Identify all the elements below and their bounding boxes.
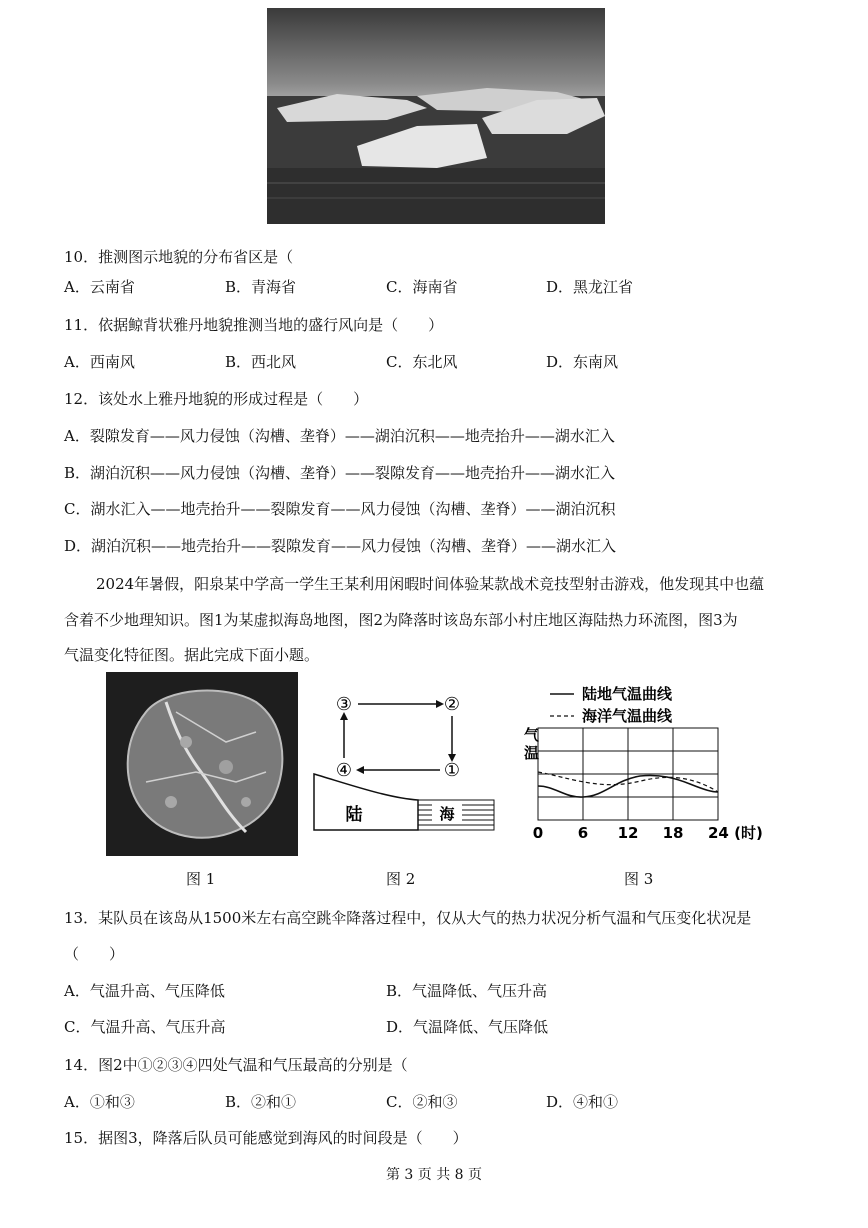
marker-4: ④ xyxy=(335,760,353,781)
intro-line-3: 气温变化特征图。据此完成下面小题。 xyxy=(64,646,320,664)
tick-24: 24 (时) xyxy=(708,824,763,842)
ylabel-char-1: 气 xyxy=(524,726,540,744)
legend-sea: 海洋气温曲线 xyxy=(582,707,673,725)
q13-option-b: B．气温降低、气压升高 xyxy=(386,982,548,1000)
q13-option-c: C．气温升高、气压升高 xyxy=(64,1018,226,1036)
q10-option-b: B．青海省 xyxy=(225,278,297,296)
q11-stem: 11．依据鲸背状雅丹地貌推测当地的盛行风向是（ ） xyxy=(64,316,444,334)
caption-fig2: 图 2 xyxy=(386,870,416,888)
intro-line-1: 2024年暑假，阳泉某中学高一学生王某利用闲暇时间体验某款战术竞技型射击游戏，他发现其中也蕴 xyxy=(96,575,765,593)
tick-12: 12 xyxy=(617,824,639,842)
land-label: 陆 xyxy=(345,805,363,825)
legend-land: 陆地气温曲线 xyxy=(582,685,673,703)
q13-option-a: A．气温升高、气压降低 xyxy=(64,982,225,1000)
q11-option-c: C．东北风 xyxy=(386,353,458,371)
q15-stem: 15．据图3，降落后队员可能感觉到海风的时间段是（ ） xyxy=(64,1129,468,1147)
q14-option-c: C．②和③ xyxy=(386,1093,458,1111)
temperature-figure xyxy=(510,680,770,842)
q11-option-d: D．东南风 xyxy=(546,353,619,371)
q10-option-c: C．海南省 xyxy=(386,278,458,296)
ylabel-char-2: 温 xyxy=(524,744,540,762)
q14-option-b: B．②和① xyxy=(225,1093,297,1111)
page-footer: 第 3 页 共 8 页 xyxy=(385,1167,483,1183)
caption-fig3: 图 3 xyxy=(624,870,654,888)
yardang-photo xyxy=(267,8,605,224)
q12-option-d: D．湖泊沉积——地壳抬升——裂隙发育——风力侵蚀（沟槽、垄脊）——湖水汇入 xyxy=(64,537,617,555)
q13-stem-line-2: （ ） xyxy=(64,945,125,963)
q10-option-a: A．云南省 xyxy=(64,278,135,296)
q14-option-d: D．④和① xyxy=(546,1093,619,1111)
q13-option-d: D．气温降低、气压降低 xyxy=(386,1018,549,1036)
q10-stem: 10．推测图示地貌的分布省区是（ xyxy=(64,248,294,266)
sea-label: 海 xyxy=(439,805,455,823)
q11-option-b: B．西北风 xyxy=(225,353,297,371)
q11-option-a: A．西南风 xyxy=(64,353,135,371)
q12-stem: 12．该处水上雅丹地貌的形成过程是（ ） xyxy=(64,390,369,408)
intro-line-2: 含着不少地理知识。图1为某虚拟海岛地图，图2为降落时该岛东部小村庄地区海陆热力环流图，图3为 xyxy=(64,611,738,629)
q14-stem: 14．图2中①②③④四处气温和气压最高的分别是（ xyxy=(64,1056,408,1074)
marker-1: ① xyxy=(443,760,461,781)
caption-fig1: 图 1 xyxy=(186,870,216,888)
tick-6: 6 xyxy=(577,824,589,842)
q14-option-a: A．①和③ xyxy=(64,1093,135,1111)
q12-option-c: C．湖水汇入——地壳抬升——裂隙发育——风力侵蚀（沟槽、垄脊）——湖泊沉积 xyxy=(64,500,616,518)
q13-stem-line-1: 13．某队员在该岛从1500米左右高空跳伞降落过程中，仅从大气的热力状况分析气温和气压变化状况是 xyxy=(64,909,752,927)
q12-option-a: A．裂隙发育——风力侵蚀（沟槽、垄脊）——湖泊沉积——地壳抬升——湖水汇入 xyxy=(64,427,615,445)
marker-3: ③ xyxy=(335,694,353,715)
marker-2: ② xyxy=(443,694,461,715)
q10-option-d: D．黑龙江省 xyxy=(546,278,634,296)
tick-18: 18 xyxy=(662,824,684,842)
tick-0: 0 xyxy=(532,824,544,842)
circulation-figure xyxy=(308,688,500,840)
q12-option-b: B．湖泊沉积——风力侵蚀（沟槽、垄脊）——裂隙发育——地壳抬升——湖水汇入 xyxy=(64,464,616,482)
island-map-figure xyxy=(106,672,298,856)
